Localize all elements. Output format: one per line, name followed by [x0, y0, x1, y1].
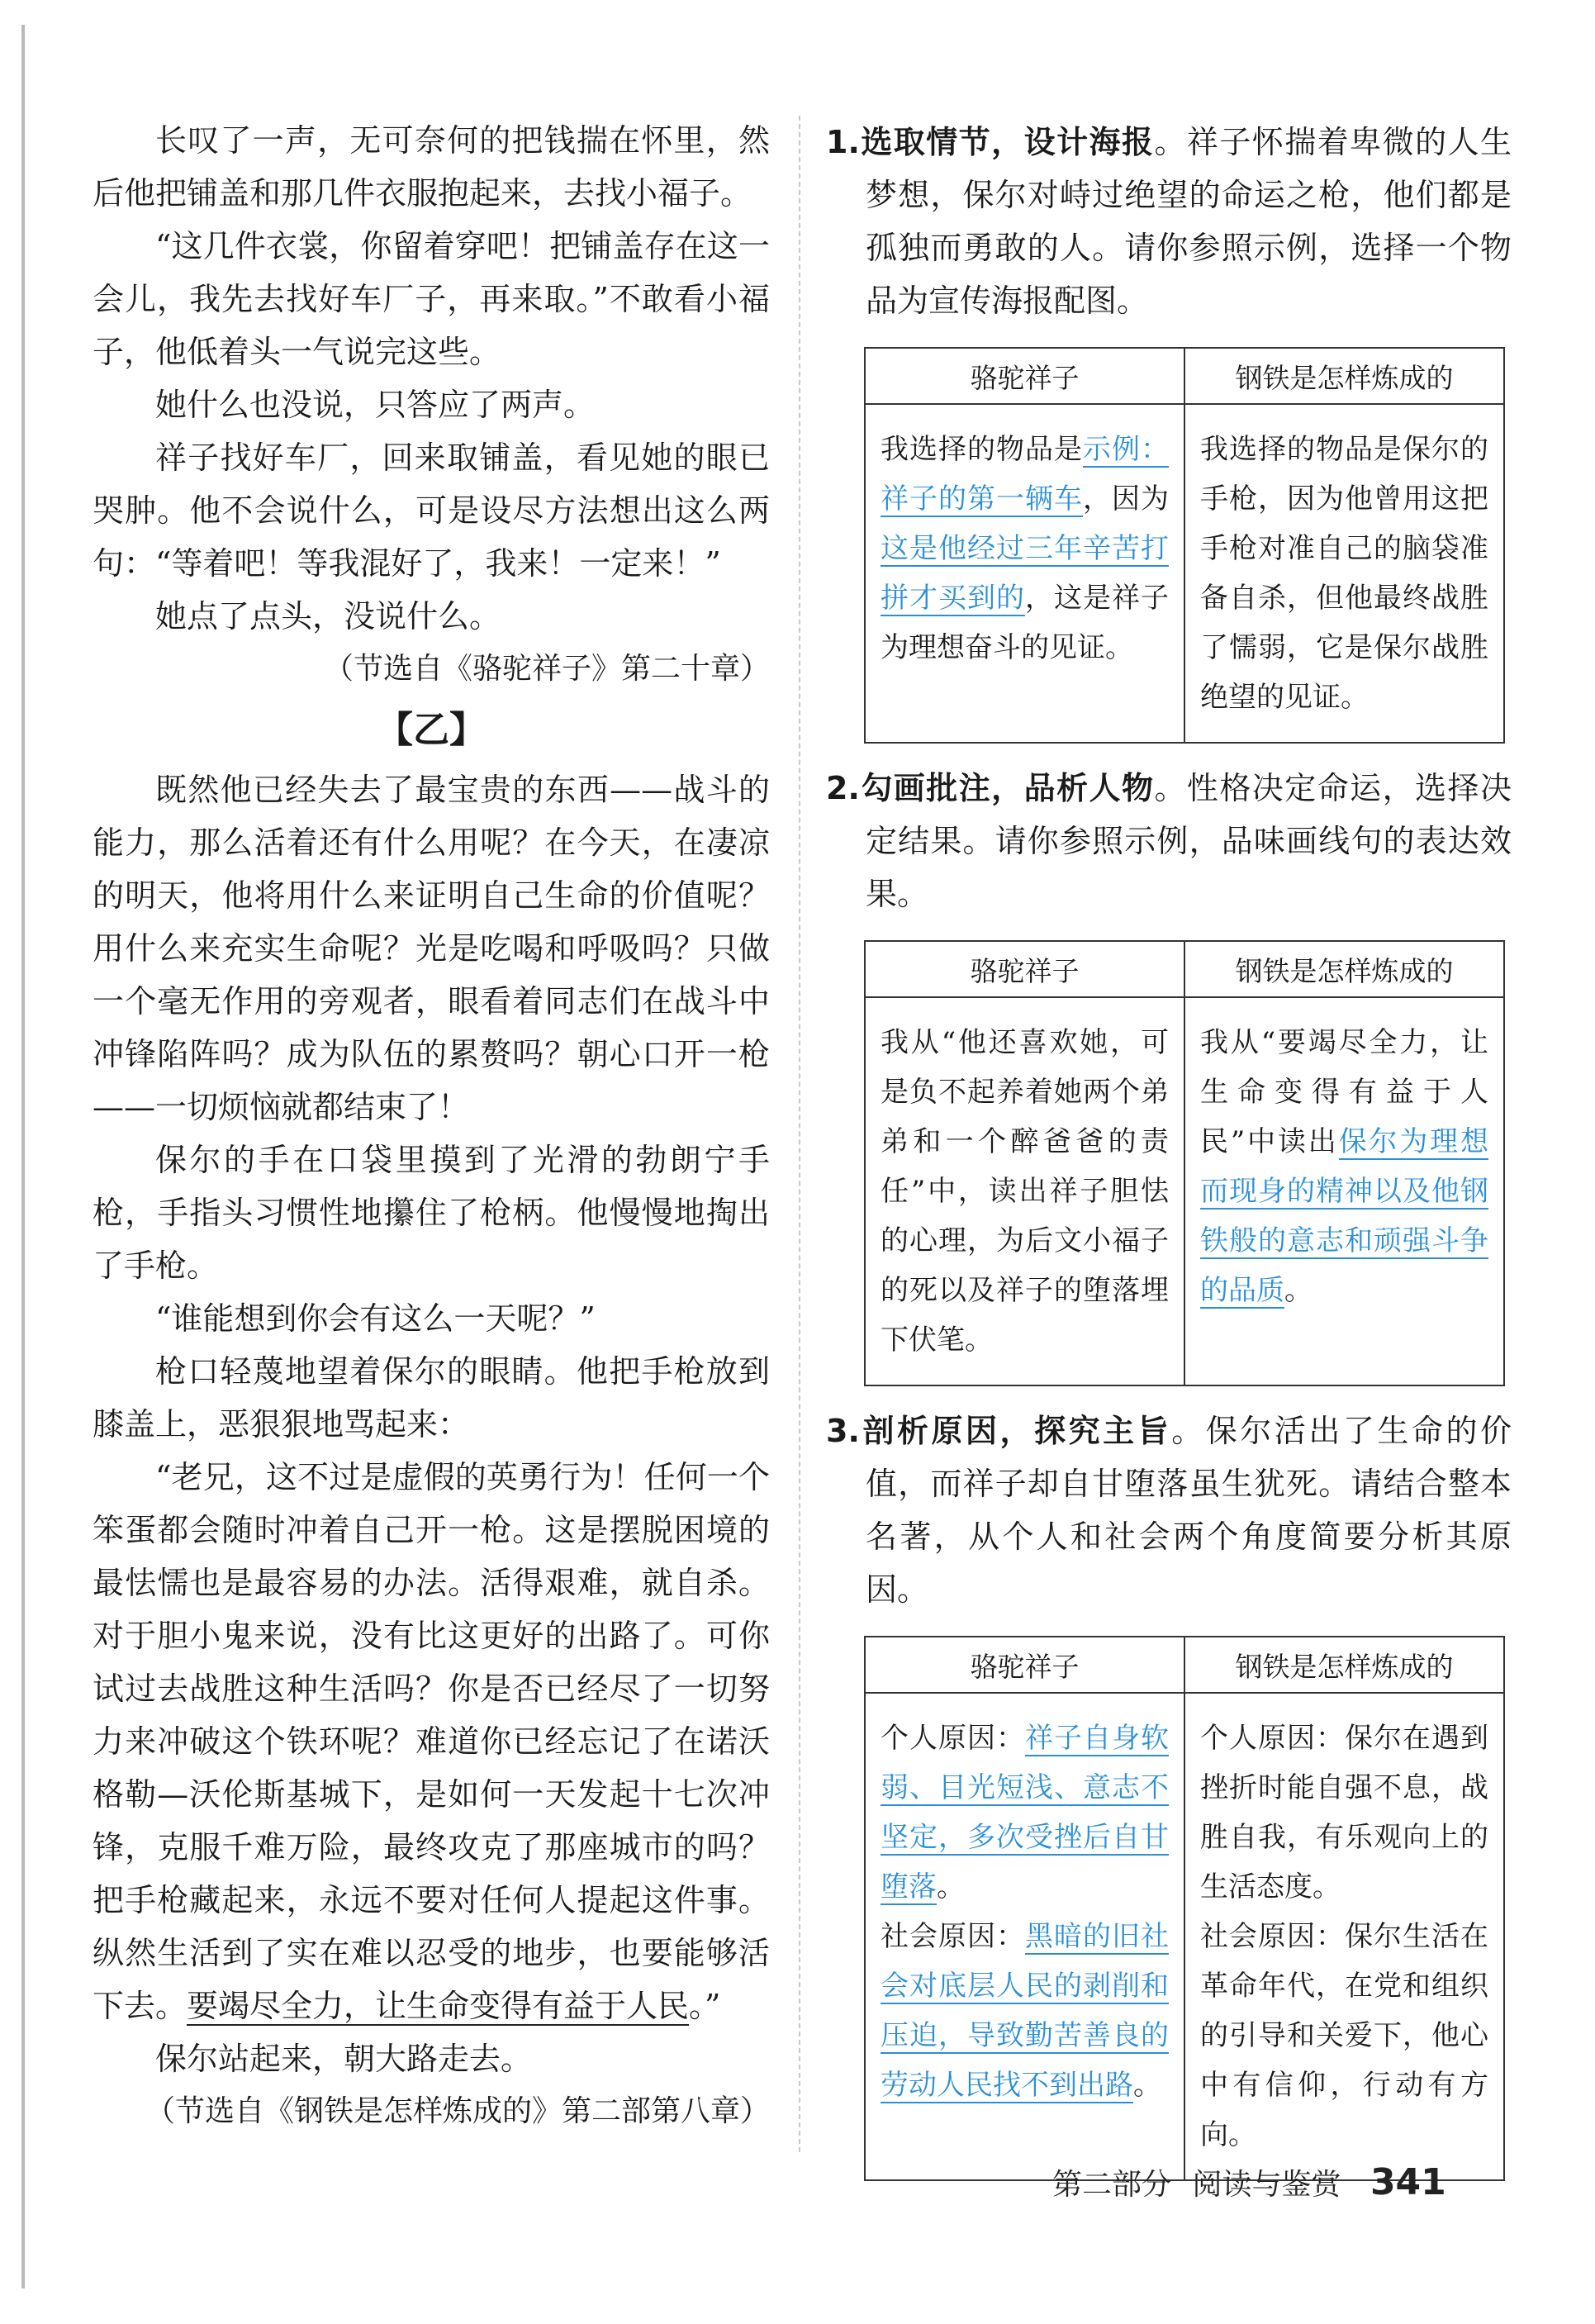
paragraph: 保尔站起来，朝大路走去。	[155, 2041, 533, 2077]
paragraph: 长叹了一声，无可奈何的把钱揣在怀里，然后他把铺盖和那几件衣服抱起来，去找小福子。	[93, 122, 770, 211]
answer-table-2	[864, 940, 1505, 1386]
footer-part: 第二部分	[1052, 2168, 1172, 2202]
paragraph: 既然他已经失去了最宝贵的东西——战斗的能力，那么活着还有什么用呢？在今天，在凄凉的明天，他将用什么来证明自己生命的价值呢？用什么来充实生命呢？光是吃喝和呼吸吗？只做一个毫无作用的旁观者，眼看着同志们在战斗中冲锋陷阵吗？成为队伍的累赘吗？朝心口开一枪——一切烦恼就都结束了！	[93, 772, 770, 1125]
cell-text: 社会原因：	[881, 1920, 1025, 1953]
cell-text: 。	[1133, 2069, 1161, 2102]
paragraph: 枪口轻蔑地望着保尔的眼睛。他把手枪放到膝盖上，恶狠狠地骂起来：	[93, 1353, 770, 1442]
question-number: 3.	[826, 1413, 860, 1449]
cell-text: ，因为	[1083, 482, 1169, 516]
table-cell: 我从“他还喜欢她，可是负不起养着她两个弟弟和一个醉爸爸的责任”中，读出祥子胆怯的心理，为后文小福子的死以及祥子的堕落埋下伏笔。	[865, 997, 1184, 1385]
footer-section: 阅读与鉴赏	[1192, 2168, 1341, 2202]
cell-text: 我选择的物品是	[881, 433, 1083, 466]
cell-text: ，这是祥子为理想奋斗的见证。	[881, 582, 1169, 664]
question-3	[826, 1404, 1512, 1616]
paragraph: 她点了点头，没说什么。	[155, 598, 501, 634]
question-text: 。祥子怀揣着卑微的人生梦想，保尔对峙过绝望的命运之枪，他们都是孤独而勇敢的人。请你参照示例，选择一个物品为宣传海报配图。	[866, 124, 1512, 319]
table-cell	[865, 1693, 1184, 2180]
table-header: 钢铁是怎样炼成的	[1184, 941, 1504, 997]
table-header: 钢铁是怎样炼成的	[1184, 1637, 1504, 1693]
answer-fill: 这是他经过三年辛苦打拼才买到的	[881, 532, 1169, 615]
question-heading: 选取情节，设计海报	[859, 124, 1155, 160]
cell-paragraph: 个人原因：保尔在遇到挫折时能自强不息，战胜自我，有乐观向上的生活态度。	[1200, 1722, 1488, 1903]
quote-end: 。”	[689, 1988, 721, 2024]
table-cell	[1184, 1693, 1504, 2180]
paragraph: “谁能想到你会有这么一天呢？”	[155, 1300, 596, 1337]
cell-paragraph	[881, 1912, 1169, 2110]
question-heading: 剖析原因，探究主旨	[859, 1413, 1172, 1449]
cell-text: 。	[937, 1870, 965, 1903]
source-note: （节选自《钢铁是怎样炼成的》第二部第八章）	[145, 2094, 770, 2128]
question-number: 1.	[826, 124, 860, 160]
answer-fill: 示例：祥子的第一辆车	[881, 433, 1169, 516]
table-cell	[1184, 997, 1504, 1385]
cell-text: 个人原因：	[881, 1722, 1025, 1755]
answer-table-1	[864, 347, 1505, 744]
reading-passage	[93, 114, 770, 2138]
question-text: 。性格决定命运，选择决定结果。请你参照示例，品味画线句的表达效果。	[866, 770, 1512, 912]
paragraph: “这几件衣裳，你留着穿吧！把铺盖存在这一会儿，我先去找好车厂子，再来取。”不敢看小福子，他低着头一气说完这些。	[93, 228, 770, 370]
table-header: 骆驼祥子	[865, 1637, 1184, 1693]
page-footer	[1052, 2161, 1458, 2203]
questions-column	[826, 116, 1512, 2199]
question-number: 2.	[826, 770, 860, 806]
table-header: 骆驼祥子	[865, 941, 1184, 997]
source-note: （节选自《骆驼祥子》第二十章）	[323, 652, 770, 686]
answer-fill: 祥子自身软弱、目光短浅、意志不坚定，多次受挫后自甘堕落	[881, 1722, 1169, 1903]
cell-text: 我从“要竭尽全力，让生命变得有益于人民”中读出	[1200, 1026, 1488, 1158]
paragraph	[93, 1451, 770, 2032]
cell-text: 。	[1284, 1274, 1313, 1307]
paragraph: 保尔的手在口袋里摸到了光滑的勃朗宁手枪，手指头习惯性地攥住了枪柄。他慢慢地掏出了手枪。	[93, 1142, 770, 1284]
cell-paragraph: 社会原因：保尔生活在革命年代，在党和组织的引导和关爱下，他心中有信仰，行动有方向。	[1200, 1920, 1488, 2151]
quote-text: “老兄，这不过是虚假的英勇行为！任何一个笨蛋都会随时冲着自己开一枪。这是摆脱困境的最怯懦也是最容易的办法。活得艰难，就自杀。对于胆小鬼来说，没有比这更好的出路了。可你试过去战胜这种生活吗？你是否已经尽了一切努力来冲破这个铁环呢？难道你已经忘记了在诺沃格勒—沃伦斯基城下，是如何一天发起十七次冲锋，克服千难万险，最终攻克了那座城市的吗？把手枪藏起来，永远不要对任何人提起这件事。纵然生活到了实在难以忍受的地步，也要能够活下去。	[93, 1459, 770, 2024]
underlined-sentence: 要竭尽全力，让生命变得有益于人民	[187, 1988, 690, 2024]
question-heading: 勾画批注，品析人物	[859, 770, 1155, 806]
answer-fill: 黑暗的旧社会对底层人民的剥削和压迫，导致勤苦善良的劳动人民找不到出路	[881, 1920, 1169, 2102]
answer-fill: 保尔为理想而现身的精神以及他钢铁般的意志和顽强斗争的品质	[1200, 1125, 1488, 1307]
page-edge	[21, 25, 25, 2288]
table-header: 骆驼祥子	[865, 348, 1184, 404]
section-heading-b: 【乙】	[377, 709, 486, 751]
column-divider	[799, 116, 800, 2152]
table-cell: 我选择的物品是保尔的手枪，因为他曾用这把手枪对准自己的脑袋准备自杀，但他最终战胜了懦弱，它是保尔战胜绝望的见证。	[1184, 404, 1504, 743]
table-cell	[865, 404, 1184, 743]
question-2	[826, 762, 1512, 920]
question-text: 。保尔活出了生命的价值，而祥子却自甘堕落虽生犹死。请结合整本名著，从个人和社会两个角度简要分析其原因。	[866, 1413, 1512, 1608]
table-header: 钢铁是怎样炼成的	[1184, 348, 1504, 404]
answer-table-3	[864, 1636, 1505, 2181]
page-number: 341	[1370, 2161, 1446, 2203]
paragraph: 祥子找好车厂，回来取铺盖，看见她的眼已哭肿。他不会说什么，可是设尽方法想出这么两句：“等着吧！等我混好了，我来！一定来！”	[93, 440, 770, 582]
question-1	[826, 116, 1512, 327]
paragraph: 她什么也没说，只答应了两声。	[155, 387, 596, 423]
cell-paragraph	[881, 1713, 1169, 1912]
